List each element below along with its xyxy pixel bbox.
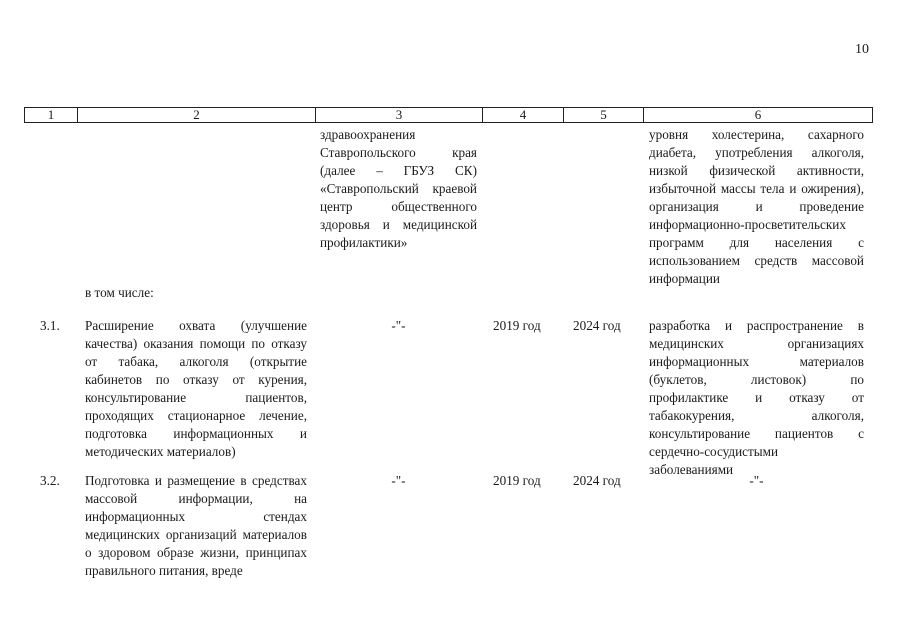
header-col-4: 4: [483, 108, 564, 122]
row-description: Расширение охвата (улучшение качества) оказания помощи по отказу от табака, алкоголя (открытие кабинетов по отказу от курения, консультирование пациентов, проходящих стационарное лечение, подготовка информационных и методических материалов): [85, 318, 307, 459]
row-result: разработка и распространение в медицинских организациях информационных материалов (буклетов, листовок) по профилактике и отказу от табакокурения, алкоголя, консультирование пациентов с сердечно-сосудистыми заболеваниями: [649, 318, 864, 477]
row-start-year: 2019 год: [493, 473, 541, 488]
header-col-6: 6: [754, 107, 762, 122]
row-start-year: 2019 год: [493, 318, 541, 333]
row-end-year: 2024 год: [573, 473, 621, 488]
table-header-row: [24, 107, 873, 123]
row-number: 3.1.: [40, 318, 60, 333]
header-col-5: 5: [564, 108, 644, 122]
header-col-1: 1: [25, 108, 78, 122]
continuation-executor: здравоохранения Ставропольского края (далее – ГБУЗ СК) «Ставропольский краевой центр общественного здоровья и медицинской профилактики»: [320, 127, 477, 250]
row-executor: -"-: [391, 318, 406, 333]
row-description: Подготовка и размещение в средствах массовой информации, на информационных стендах медицинских организаций материалов о здоровом образе жизни, принципах правильного питания, вреде: [85, 473, 307, 578]
including-label: в том числе:: [85, 285, 154, 300]
header-col-3: 3: [316, 108, 483, 122]
row-executor: -"-: [391, 473, 406, 488]
row-result: -"-: [749, 473, 764, 488]
row-end-year: 2024 год: [573, 318, 621, 333]
page-number: 10: [855, 42, 869, 57]
row-number: 3.2.: [40, 473, 60, 488]
header-col-2: 2: [78, 108, 316, 122]
continuation-result: уровня холестерина, сахарного диабета, употребления алкоголя, низкой физической активности, избыточной массы тела и ожирения), организация и проведение информационно-просветительских программ для населения с использованием средств массовой информации: [649, 127, 864, 286]
